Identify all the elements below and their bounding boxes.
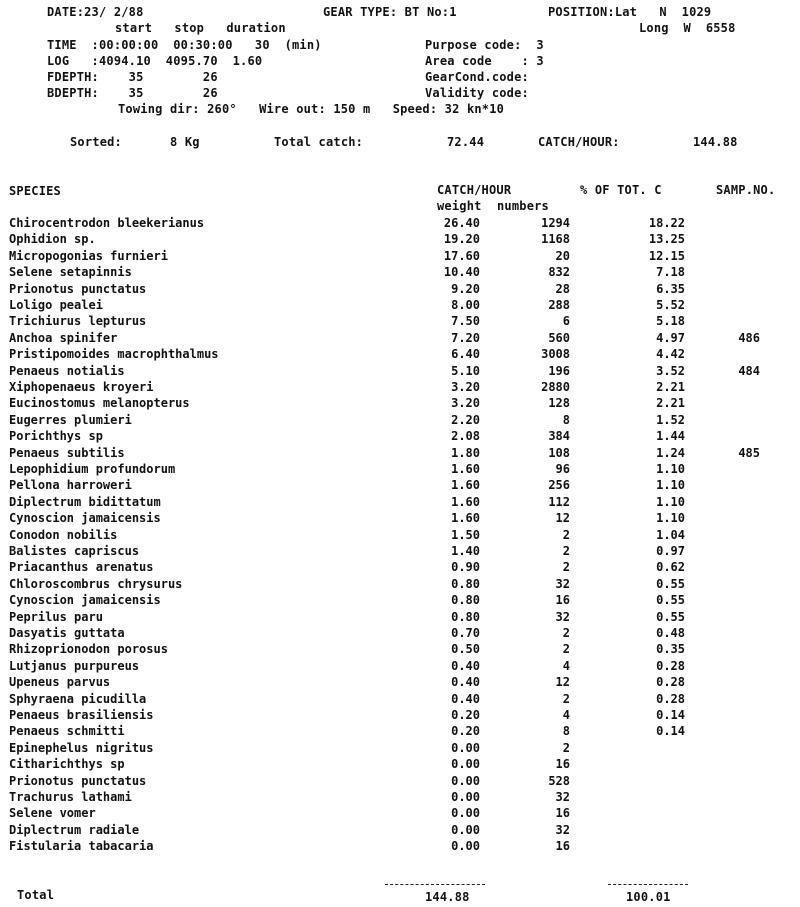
table-row	[0, 446, 800, 462]
table-row	[0, 511, 800, 527]
table-row	[0, 839, 800, 855]
gearcond-code: GearCond.code:	[425, 70, 529, 84]
catch-weight: 0.20	[451, 724, 480, 739]
table-row	[0, 774, 800, 790]
species-name: Prionotus punctatus	[9, 281, 147, 296]
catch-numbers: 2	[562, 527, 570, 542]
percent-of-total: 0.14	[656, 724, 685, 739]
long-line: Long W 6558	[639, 21, 736, 35]
percent-of-total: 0.14	[656, 708, 685, 722]
table-row	[0, 478, 800, 494]
catch-numbers: 256	[548, 478, 570, 493]
table-row	[0, 823, 800, 839]
total-weight: 144.88	[425, 890, 470, 904]
table-row	[0, 364, 800, 380]
table-row	[0, 757, 800, 773]
percent-of-total: 1.44	[656, 429, 685, 444]
catch-numbers: 16	[555, 839, 570, 854]
percent-of-total: 1.24	[656, 445, 685, 460]
catch-numbers: 1168	[541, 232, 570, 247]
gear-type: GEAR TYPE: BT No:1	[323, 5, 457, 19]
catch-weight: 0.00	[451, 790, 480, 804]
catch-numbers: 32	[555, 822, 570, 837]
species-name: Cynoscion jamaicensis	[9, 511, 161, 526]
catch-numbers: 96	[555, 462, 570, 476]
catch-weight: 0.80	[451, 609, 480, 624]
pct-total-rule	[608, 884, 688, 885]
species-name: Pristipomoides macrophthalmus	[9, 347, 219, 362]
catch-numbers: 128	[548, 396, 570, 411]
species-name: Selene setapinnis	[9, 265, 132, 280]
table-row	[0, 216, 800, 232]
table-row	[0, 347, 800, 363]
percent-of-total: 1.04	[656, 527, 685, 542]
catch-weight: 17.60	[443, 248, 480, 263]
table-row	[0, 610, 800, 626]
catch-weight: 1.60	[451, 478, 480, 493]
percent-of-total: 4.97	[656, 330, 685, 345]
percent-of-total: 0.55	[656, 576, 685, 591]
sorted-value: 8 Kg	[170, 135, 200, 149]
percent-of-total: 2.21	[656, 380, 685, 394]
table-row	[0, 396, 800, 412]
table-row	[0, 642, 800, 658]
pct-total-header: % OF TOT. C	[580, 183, 662, 197]
species-name: Pellona harroweri	[9, 478, 132, 493]
percent-of-total: 0.28	[656, 691, 685, 706]
table-row	[0, 577, 800, 593]
species-name: Sphyraena picudilla	[9, 691, 147, 706]
percent-of-total: 5.52	[656, 298, 685, 312]
catch-numbers: 1294	[541, 216, 570, 230]
validity-code: Validity code:	[425, 86, 529, 100]
catch-numbers: 16	[555, 806, 570, 821]
catch-weight: 0.00	[451, 839, 480, 854]
catch-weight: 0.40	[451, 691, 480, 706]
species-name: Rhizoprionodon porosus	[9, 642, 168, 657]
catch-hour-value: 144.88	[693, 135, 738, 149]
catch-weight: 0.00	[451, 740, 480, 755]
catch-numbers: 32	[555, 576, 570, 591]
table-row	[0, 265, 800, 281]
catch-numbers: 108	[548, 445, 570, 460]
area-code: Area code : 3	[425, 54, 544, 68]
species-name: Anchoa spinifer	[9, 330, 118, 345]
catch-weight: 0.00	[451, 773, 480, 788]
percent-of-total: 0.62	[656, 560, 685, 575]
percent-of-total: 5.18	[656, 314, 685, 329]
species-name: Dasyatis guttata	[9, 626, 125, 640]
table-row	[0, 495, 800, 511]
percent-of-total: 6.35	[656, 281, 685, 296]
catch-numbers: 32	[555, 790, 570, 804]
percent-of-total: 0.97	[656, 544, 685, 558]
species-name: Selene vomer	[9, 806, 96, 821]
percent-of-total: 0.28	[656, 675, 685, 690]
catch-weight: 2.20	[451, 412, 480, 427]
species-name: Cynoscion jamaicensis	[9, 593, 161, 608]
table-row	[0, 659, 800, 675]
table-row	[0, 232, 800, 248]
total-pct: 100.01	[626, 890, 671, 904]
catch-numbers: 2	[562, 626, 570, 640]
table-row	[0, 593, 800, 609]
table-row	[0, 380, 800, 396]
catch-weight: 1.60	[451, 511, 480, 526]
species-name: Xiphopenaeus kroyeri	[9, 380, 154, 394]
table-row	[0, 806, 800, 822]
catch-weight: 0.00	[451, 806, 480, 821]
species-name: Eugerres plumieri	[9, 412, 132, 427]
catch-numbers: 12	[555, 675, 570, 690]
catch-numbers: 2	[562, 560, 570, 575]
percent-of-total: 1.10	[656, 494, 685, 509]
catch-weight: 0.70	[451, 626, 480, 640]
percent-of-total: 0.28	[656, 658, 685, 673]
catch-weight: 3.20	[451, 380, 480, 394]
total-catch-value: 72.44	[447, 135, 485, 149]
species-name: Chirocentrodon bleekerianus	[9, 216, 205, 230]
species-header: SPECIES	[9, 184, 61, 198]
catch-weight: 1.80	[451, 445, 480, 460]
catch-numbers: 8	[562, 724, 570, 739]
catch-numbers: 20	[555, 248, 570, 263]
table-row	[0, 282, 800, 298]
catch-weight: 0.40	[451, 675, 480, 690]
species-name: Ophidion sp.	[9, 232, 96, 247]
species-name: Penaeus brasiliensis	[9, 708, 154, 722]
table-row	[0, 560, 800, 576]
catch-weight: 1.60	[451, 494, 480, 509]
table-row	[0, 790, 800, 806]
percent-of-total: 0.48	[656, 626, 685, 640]
catch-hour-label: CATCH/HOUR:	[538, 135, 620, 149]
catch-numbers: 3008	[541, 347, 570, 362]
position: POSITION:Lat N 1029	[548, 5, 712, 19]
species-name: Priacanthus arenatus	[9, 560, 154, 575]
table-row	[0, 675, 800, 691]
catch-numbers: 32	[555, 609, 570, 624]
catch-weight: 1.40	[451, 544, 480, 558]
catch-numbers: 28	[555, 281, 570, 296]
species-name: Prionotus punctatus	[9, 773, 147, 788]
catch-numbers: 12	[555, 511, 570, 526]
species-name: Diplectrum radiale	[9, 822, 140, 837]
catch-weight: 10.40	[443, 265, 480, 280]
catch-numbers: 2	[562, 691, 570, 706]
percent-of-total: 1.10	[656, 462, 685, 476]
fdepth-line: FDEPTH: 35 26	[47, 70, 218, 84]
percent-of-total: 2.21	[656, 396, 685, 411]
species-name: Penaeus subtilis	[9, 445, 125, 460]
catch-weight: 0.90	[451, 560, 480, 575]
towing-line: Towing dir: 260° Wire out: 150 m Speed: 32 kn*10	[118, 102, 505, 116]
weight-header: weight	[437, 199, 482, 213]
table-row	[0, 314, 800, 330]
catch-weight: 0.00	[451, 822, 480, 837]
percent-of-total: 18.22	[648, 216, 685, 230]
table-row	[0, 462, 800, 478]
catch-weight: 7.20	[451, 330, 480, 345]
weight-total-rule	[385, 884, 485, 885]
table-row	[0, 626, 800, 642]
species-name: Diplectrum bidittatum	[9, 494, 161, 509]
catch-weight: 0.00	[451, 757, 480, 772]
catch-weight: 26.40	[443, 216, 480, 230]
species-name: Lepophidium profundorum	[9, 462, 176, 476]
species-name: Eucinostomus melanopterus	[9, 396, 190, 411]
table-row	[0, 413, 800, 429]
catch-weight: 0.80	[451, 576, 480, 591]
species-name: Citharichthys sp	[9, 757, 125, 772]
bdepth-line: BDEPTH: 35 26	[47, 86, 218, 100]
table-row	[0, 429, 800, 445]
species-name: Penaeus notialis	[9, 363, 125, 378]
percent-of-total: 7.18	[656, 265, 685, 280]
catch-numbers: 2	[562, 642, 570, 657]
catch-numbers: 16	[555, 757, 570, 772]
species-name: Micropogonias furnieri	[9, 248, 168, 263]
catch-weight: 7.50	[451, 314, 480, 329]
table-row	[0, 528, 800, 544]
species-name: Loligo pealei	[9, 298, 103, 312]
catch-numbers: 2	[562, 544, 570, 558]
purpose-code: Purpose code: 3	[425, 38, 544, 52]
catch-numbers: 560	[548, 330, 570, 345]
percent-of-total: 3.52	[656, 363, 685, 378]
species-name: Balistes capriscus	[9, 544, 140, 558]
catch-numbers: 4	[562, 708, 570, 722]
catch-numbers: 384	[548, 429, 570, 444]
catch-numbers: 2	[562, 740, 570, 755]
percent-of-total: 0.55	[656, 609, 685, 624]
sample-number: 485	[738, 445, 760, 460]
species-name: Trachurus lathami	[9, 790, 132, 804]
percent-of-total: 12.15	[648, 248, 685, 263]
table-row	[0, 249, 800, 265]
species-name: Upeneus parvus	[9, 675, 111, 690]
catch-weight: 0.20	[451, 708, 480, 722]
catch-weight: 1.60	[451, 462, 480, 476]
percent-of-total: 0.35	[656, 642, 685, 657]
table-row	[0, 708, 800, 724]
catch-hour-header: CATCH/HOUR	[437, 183, 512, 197]
catch-weight: 3.20	[451, 396, 480, 411]
catch-numbers: 528	[548, 773, 570, 788]
total-catch-label: Total catch:	[274, 135, 364, 149]
species-name: Epinephelus nigritus	[9, 740, 154, 755]
catch-weight: 19.20	[443, 232, 480, 247]
catch-weight: 1.50	[451, 527, 480, 542]
species-name: Trichiurus lepturus	[9, 314, 147, 329]
species-name: Peprilus paru	[9, 609, 103, 624]
date-line: DATE:23/ 2/88	[47, 5, 144, 19]
percent-of-total: 1.52	[656, 412, 685, 427]
percent-of-total: 1.10	[656, 478, 685, 493]
catch-numbers: 16	[555, 593, 570, 608]
catch-numbers: 288	[548, 298, 570, 312]
time-line: TIME :00:00:00 00:30:00 30 (min)	[47, 38, 322, 52]
table-row	[0, 544, 800, 560]
numbers-header: numbers	[497, 199, 549, 213]
catch-weight: 0.50	[451, 642, 480, 657]
total-label: Total	[17, 888, 55, 902]
catch-weight: 9.20	[451, 281, 480, 296]
catch-numbers: 6	[562, 314, 570, 329]
table-row	[0, 331, 800, 347]
catch-weight: 5.10	[451, 363, 480, 378]
catch-numbers: 8	[562, 412, 570, 427]
table-row	[0, 692, 800, 708]
percent-of-total: 13.25	[648, 232, 685, 247]
catch-numbers: 112	[548, 494, 570, 509]
catch-numbers: 832	[548, 265, 570, 280]
percent-of-total: 0.55	[656, 593, 685, 608]
catch-weight: 0.80	[451, 593, 480, 608]
catch-numbers: 196	[548, 363, 570, 378]
species-name: Porichthys sp	[9, 429, 103, 444]
sample-number-header: SAMP.NO.	[716, 183, 776, 197]
catch-weight: 0.40	[451, 658, 480, 673]
catch-numbers: 4	[562, 658, 570, 673]
catch-weight: 8.00	[451, 298, 480, 312]
species-name: Fistularia tabacaria	[9, 839, 154, 854]
species-name: Chloroscombrus chrysurus	[9, 576, 183, 591]
table-row	[0, 724, 800, 740]
sample-number: 484	[738, 363, 760, 378]
species-name: Penaeus schmitti	[9, 724, 125, 739]
log-line: LOG :4094.10 4095.70 1.60	[47, 54, 263, 68]
catch-weight: 2.08	[451, 429, 480, 444]
table-row	[0, 298, 800, 314]
column-labels: start stop duration	[115, 21, 286, 35]
table-row	[0, 741, 800, 757]
catch-weight: 6.40	[451, 347, 480, 362]
sorted-label: Sorted:	[70, 135, 122, 149]
species-name: Lutjanus purpureus	[9, 658, 140, 673]
percent-of-total: 4.42	[656, 347, 685, 362]
sample-number: 486	[738, 330, 760, 345]
species-name: Conodon nobilis	[9, 527, 118, 542]
percent-of-total: 1.10	[656, 511, 685, 526]
catch-numbers: 2880	[541, 380, 570, 394]
